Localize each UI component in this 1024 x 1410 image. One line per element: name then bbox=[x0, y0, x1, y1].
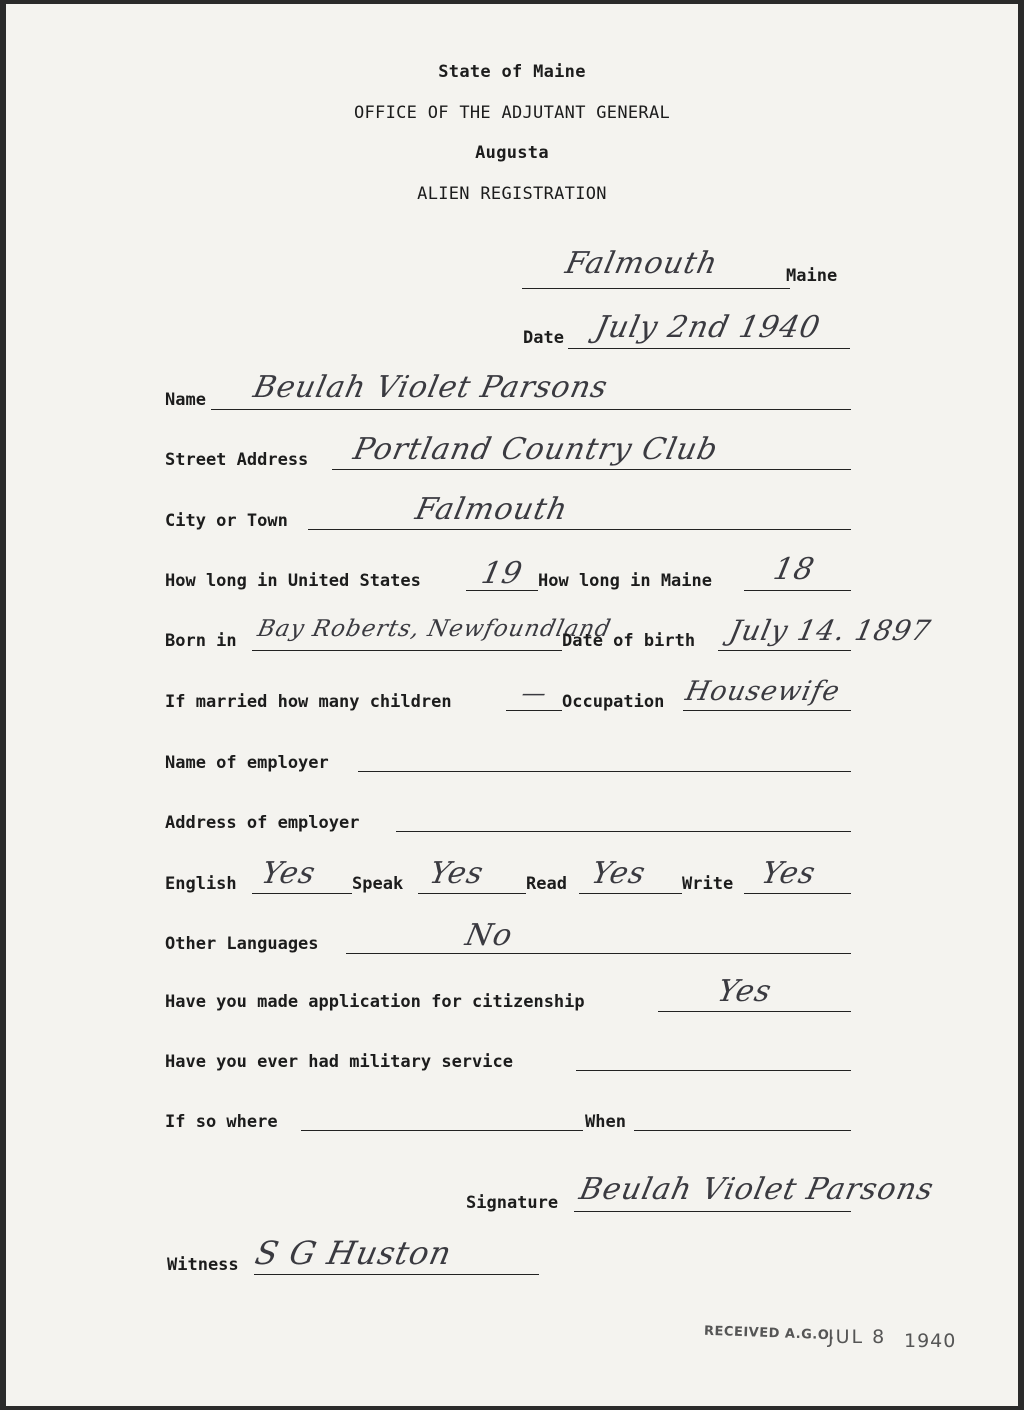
occupation-line bbox=[683, 710, 851, 711]
read-line bbox=[579, 893, 682, 894]
us-years-handwritten: 19 bbox=[478, 556, 526, 591]
when-line bbox=[634, 1130, 851, 1131]
header-city: Augusta bbox=[475, 143, 549, 163]
street-line bbox=[332, 469, 851, 470]
other-languages-line bbox=[346, 953, 851, 954]
citizenship-line bbox=[658, 1011, 851, 1012]
speak-line bbox=[418, 893, 526, 894]
town-handwritten: Falmouth bbox=[562, 246, 722, 281]
read-label: Read bbox=[526, 874, 567, 894]
header-title: ALIEN REGISTRATION bbox=[417, 184, 607, 204]
employer-line bbox=[358, 771, 851, 772]
state-label: Maine bbox=[786, 266, 838, 286]
street-label: Street Address bbox=[165, 450, 309, 470]
speak-label: Speak bbox=[352, 874, 404, 894]
header-office: OFFICE OF THE ADJUTANT GENERAL bbox=[353, 103, 671, 123]
received-stamp-year: 1940 bbox=[904, 1330, 957, 1352]
children-handwritten: — bbox=[519, 679, 550, 707]
street-handwritten: Portland Country Club bbox=[350, 432, 722, 467]
dob-line bbox=[718, 650, 851, 651]
military-line bbox=[576, 1070, 851, 1071]
name-line bbox=[211, 409, 851, 410]
children-label: If married how many children bbox=[165, 692, 452, 712]
citizenship-handwritten: Yes bbox=[714, 974, 776, 1009]
born-handwritten: Bay Roberts, Newfoundland bbox=[255, 616, 614, 642]
received-stamp-text: RECEIVED A.G.O. bbox=[703, 1323, 835, 1344]
maine-years-handwritten: 18 bbox=[770, 552, 818, 587]
write-label: Write bbox=[682, 874, 734, 894]
date-handwritten: July 2nd 1940 bbox=[592, 310, 824, 345]
read-handwritten: Yes bbox=[588, 856, 650, 891]
signature-handwritten: Beulah Violet Parsons bbox=[576, 1172, 938, 1207]
employer-label: Name of employer bbox=[165, 753, 329, 773]
town-line bbox=[522, 288, 790, 289]
when-label: When bbox=[585, 1112, 626, 1132]
registration-form-page bbox=[6, 4, 1018, 1406]
english-label: English bbox=[165, 874, 237, 894]
other-languages-handwritten: No bbox=[462, 918, 517, 953]
maine-years-line bbox=[744, 590, 851, 591]
dob-label: Date of birth bbox=[562, 631, 696, 651]
born-label: Born in bbox=[165, 631, 237, 651]
witness-line bbox=[254, 1274, 539, 1275]
city-label: City or Town bbox=[165, 511, 288, 531]
date-line bbox=[568, 348, 850, 349]
english-line bbox=[252, 893, 352, 894]
occupation-label: Occupation bbox=[562, 692, 665, 712]
name-handwritten: Beulah Violet Parsons bbox=[250, 370, 612, 405]
english-handwritten: Yes bbox=[258, 856, 320, 891]
write-line bbox=[744, 893, 851, 894]
city-handwritten: Falmouth bbox=[412, 492, 572, 527]
us-years-label: How long in United States bbox=[165, 571, 421, 591]
witness-label: Witness bbox=[167, 1255, 239, 1275]
write-handwritten: Yes bbox=[758, 856, 820, 891]
dob-handwritten: July 14. 1897 bbox=[726, 614, 935, 647]
where-line bbox=[301, 1130, 583, 1131]
received-stamp-date: JUL 8 bbox=[828, 1326, 887, 1348]
military-label: Have you ever had military service bbox=[165, 1052, 513, 1072]
citizenship-label: Have you made application for citizenship bbox=[165, 992, 585, 1012]
speak-handwritten: Yes bbox=[426, 856, 488, 891]
children-line bbox=[506, 710, 562, 711]
employer-address-label: Address of employer bbox=[165, 813, 360, 833]
maine-years-label: How long in Maine bbox=[538, 571, 712, 591]
born-line bbox=[252, 650, 562, 651]
employer-address-line bbox=[396, 831, 851, 832]
occupation-handwritten: Housewife bbox=[682, 676, 844, 707]
other-languages-label: Other Languages bbox=[165, 934, 319, 954]
signature-line bbox=[574, 1211, 851, 1212]
where-label: If so where bbox=[165, 1112, 278, 1132]
date-label: Date bbox=[523, 328, 564, 348]
signature-label: Signature bbox=[466, 1193, 559, 1213]
name-label: Name bbox=[165, 390, 206, 410]
header-state: State of Maine bbox=[438, 62, 586, 82]
city-line bbox=[308, 529, 851, 530]
witness-handwritten: S G Huston bbox=[251, 1234, 456, 1272]
